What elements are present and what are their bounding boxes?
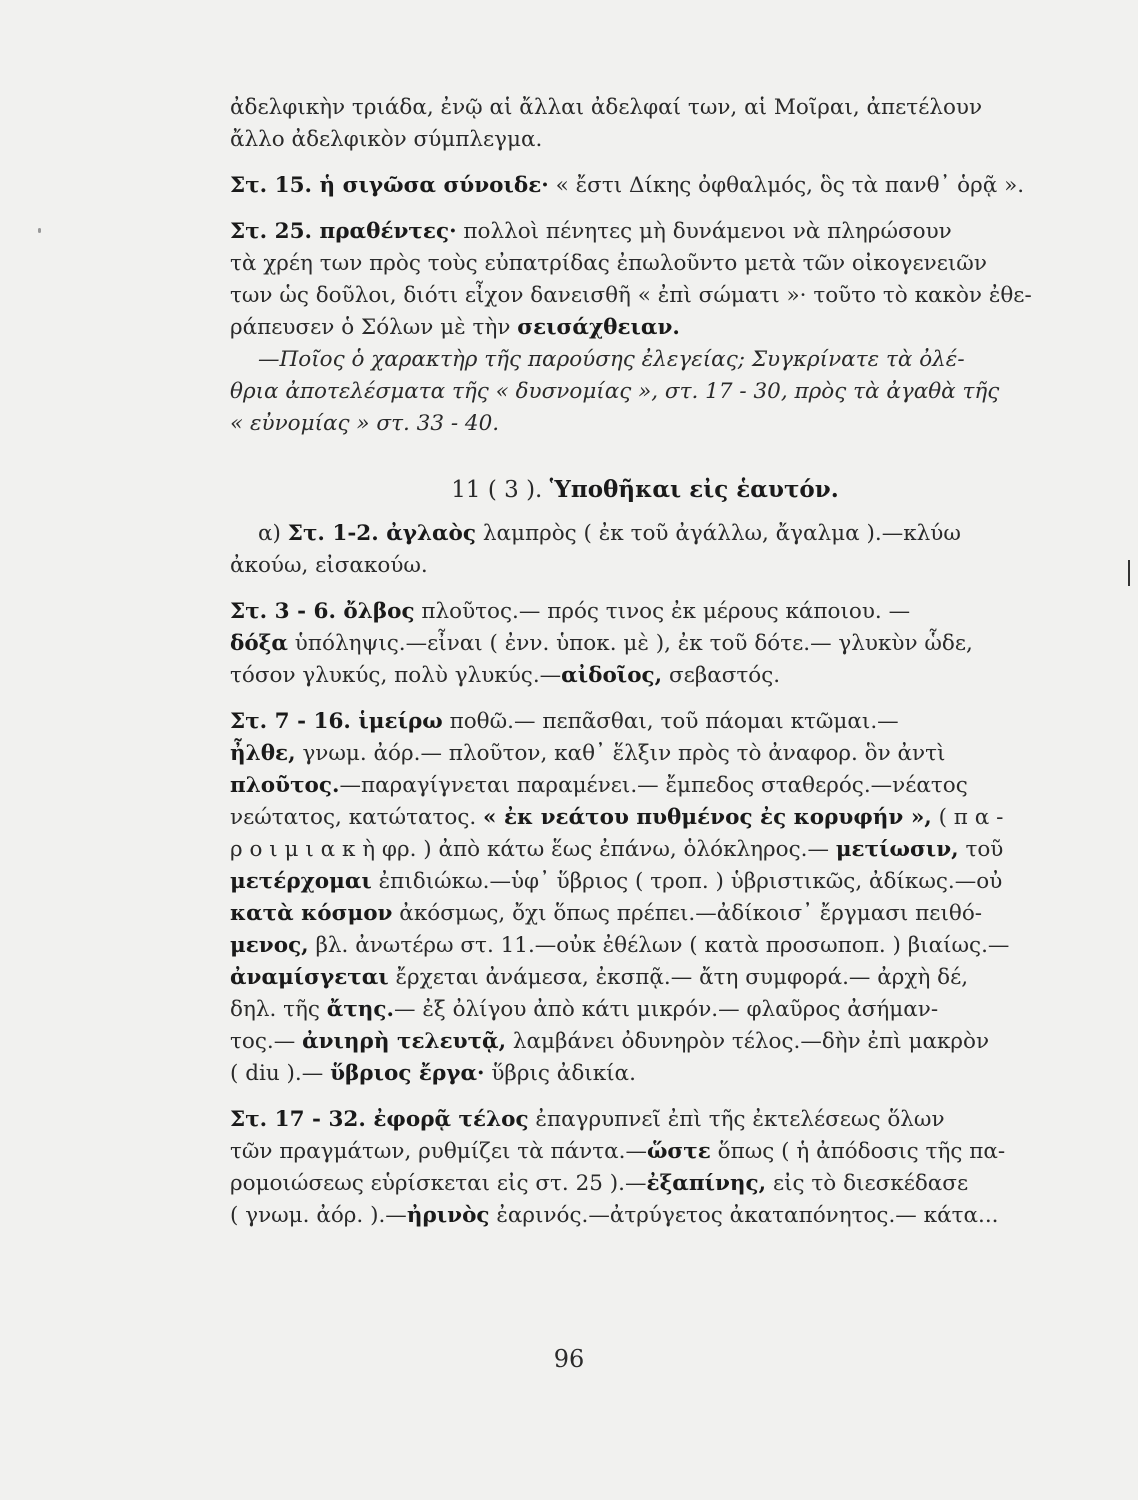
paper-speck bbox=[38, 228, 41, 233]
text-line: ράπευσεν ὁ Σόλων μὲ τὴν σεισάχθειαν. bbox=[230, 315, 680, 340]
text-line: των ὡς δοῦλοι, διότι εἶχον δανεισθῆ « ἐπὶ σώματι »· τοῦτο τὸ κακὸν ἐθε- bbox=[230, 283, 1032, 308]
text-line: α) Στ. 1-2. ἀγλαὸς λαμπρὸς ( ἐκ τοῦ ἀγάλλω, ἄγαλμα ).—κλύω bbox=[258, 521, 961, 546]
text-line: ἀδελφικὴν τριάδα, ἐνῷ αἱ ἄλλαι ἀδελφαί των, αἱ Μοῖραι, ἀπετέλουν bbox=[230, 95, 983, 120]
text-line: τὰ χρέη των πρὸς τοὺς εὐπατρίδας ἐπωλοῦντο μετὰ τῶν οἰκογενειῶν bbox=[230, 251, 987, 276]
text-line: ἦλθε, γνωμ. ἀόρ.— πλοῦτον, καθ᾽ ἕλξιν πρὸς τὸ ἀναφορ. ὃν ἀντὶ bbox=[230, 741, 946, 766]
text-line: ( diu ).— ὕβριος ἔργα· ὕβρις ἀδικία. bbox=[230, 1061, 636, 1086]
text-line: τόσον γλυκύς, πολὺ γλυκύς.—αἰδοῖος, σεβαστός. bbox=[230, 663, 781, 688]
page-edge-mark bbox=[1128, 560, 1130, 586]
text-line: μενος, βλ. ἀνωτέρω στ. 11.—οὐκ ἐθέλων ( κατὰ προσωποπ. ) βιαίως.— bbox=[230, 933, 1010, 958]
question-line: « εὐνομίας » στ. 33 - 40. bbox=[230, 411, 500, 436]
text-line: ρομοιώσεως εὑρίσκεται εἰς στ. 25 ).—ἐξαπίνης, εἰς τὸ διεσκέδασε bbox=[230, 1171, 969, 1196]
text-line: κατὰ κόσμον ἀκόσμως, ὄχι ὅπως πρέπει.—ἀδίκοισ᾽ ἔργμασι πειθό- bbox=[230, 901, 983, 926]
text-line: ρ ο ι μ ι α κ ὴ φρ. ) ἀπὸ κάτω ἕως ἐπάνω, ὁλόκληρος.— μετίωσιν, τοῦ bbox=[230, 837, 1004, 862]
text-line: Στ. 7 - 16. ἱμείρω ποθῶ.— πεπᾶσθαι, τοῦ πάομαι κτῶμαι.— bbox=[230, 709, 899, 734]
text-line: Στ. 25. πραθέντες· πολλοὶ πένητες μὴ δυνάμενοι νὰ πληρώσουν bbox=[230, 219, 952, 244]
text-line: τος.— ἀνιηρὴ τελευτᾷ, λαμβάνει ὀδυνηρὸν τέλος.—δὴν ἐπὶ μακρὸν bbox=[230, 1029, 990, 1054]
text-line: δηλ. τῆς ἄτης.— ἐξ ὀλίγου ἀπὸ κάτι μικρόν.— φλαῦρος ἀσήμαν- bbox=[230, 997, 939, 1022]
text-line: ἀκούω, εἰσακούω. bbox=[230, 553, 428, 578]
text-line: ( γνωμ. ἀόρ. ).—ἠρινὸς ἐαρινός.—ἀτρύγετος ἀκαταπόνητος.— κάτα... bbox=[230, 1203, 999, 1228]
page-number: 96 bbox=[553, 1345, 585, 1373]
text-line: Στ. 3 - 6. ὄλβος πλοῦτος.— πρός τινος ἐκ μέρους κάποιου. — bbox=[230, 599, 911, 624]
page-body bbox=[230, 92, 1060, 1232]
text-line: πλοῦτος.—παραγίγνεται παραμένει.— ἔμπεδος σταθερός.—νέατος bbox=[230, 773, 968, 798]
text-line: μετέρχομαι ἐπιδιώκω.—ὑφ᾽ ὕβριος ( τροπ. ) ὑβριστικῶς, ἀδίκως.—οὐ bbox=[230, 869, 1003, 894]
text-line: ἄλλο ἀδελφικὸν σύμπλεγμα. bbox=[230, 127, 543, 152]
text-line: Στ. 15. ἡ σιγῶσα σύνοιδε· « ἔστι Δίκης ὀφθαλμός, ὃς τὰ πανθ᾽ ὁρᾷ ». bbox=[230, 173, 1025, 198]
text-line: τῶν πραγμάτων, ρυθμίζει τὰ πάντα.—ὥστε ὅπως ( ἡ ἀπόδοσις τῆς πα- bbox=[230, 1139, 1006, 1164]
text-line: νεώτατος, κατώτατος. « ἐκ νεάτου πυθμένος ἐς κορυφήν », ( π α - bbox=[230, 805, 1004, 830]
text-line: δόξα ὑπόληψις.—εἶναι ( ἐνν. ὑποκ. μὲ ), ἐκ τοῦ δότε.— γλυκὺν ὧδε, bbox=[230, 631, 973, 656]
question-line: θρια ἀποτελέσματα τῆς « δυσνομίας », στ. 17 - 30, πρὸς τὰ ἀγαθὰ τῆς bbox=[230, 379, 1000, 404]
question-line: —Ποῖος ὁ χαρακτὴρ τῆς παρούσης ἐλεγείας; Συγκρίνατε τὰ ὀλέ- bbox=[258, 347, 965, 372]
text-line: ἀναμίσγεται ἔρχεται ἀνάμεσα, ἐκσπᾷ.— ἄτη συμφορά.— ἀρχὴ δέ, bbox=[230, 965, 969, 990]
section-heading: 11 ( 3 ). Ὑποθῆκαι εἰς ἑαυτόν. bbox=[451, 476, 839, 503]
text-line: Στ. 17 - 32. ἐφορᾷ τέλος ἐπαγρυπνεῖ ἐπὶ τῆς ἐκτελέσεως ὅλων bbox=[230, 1107, 945, 1132]
